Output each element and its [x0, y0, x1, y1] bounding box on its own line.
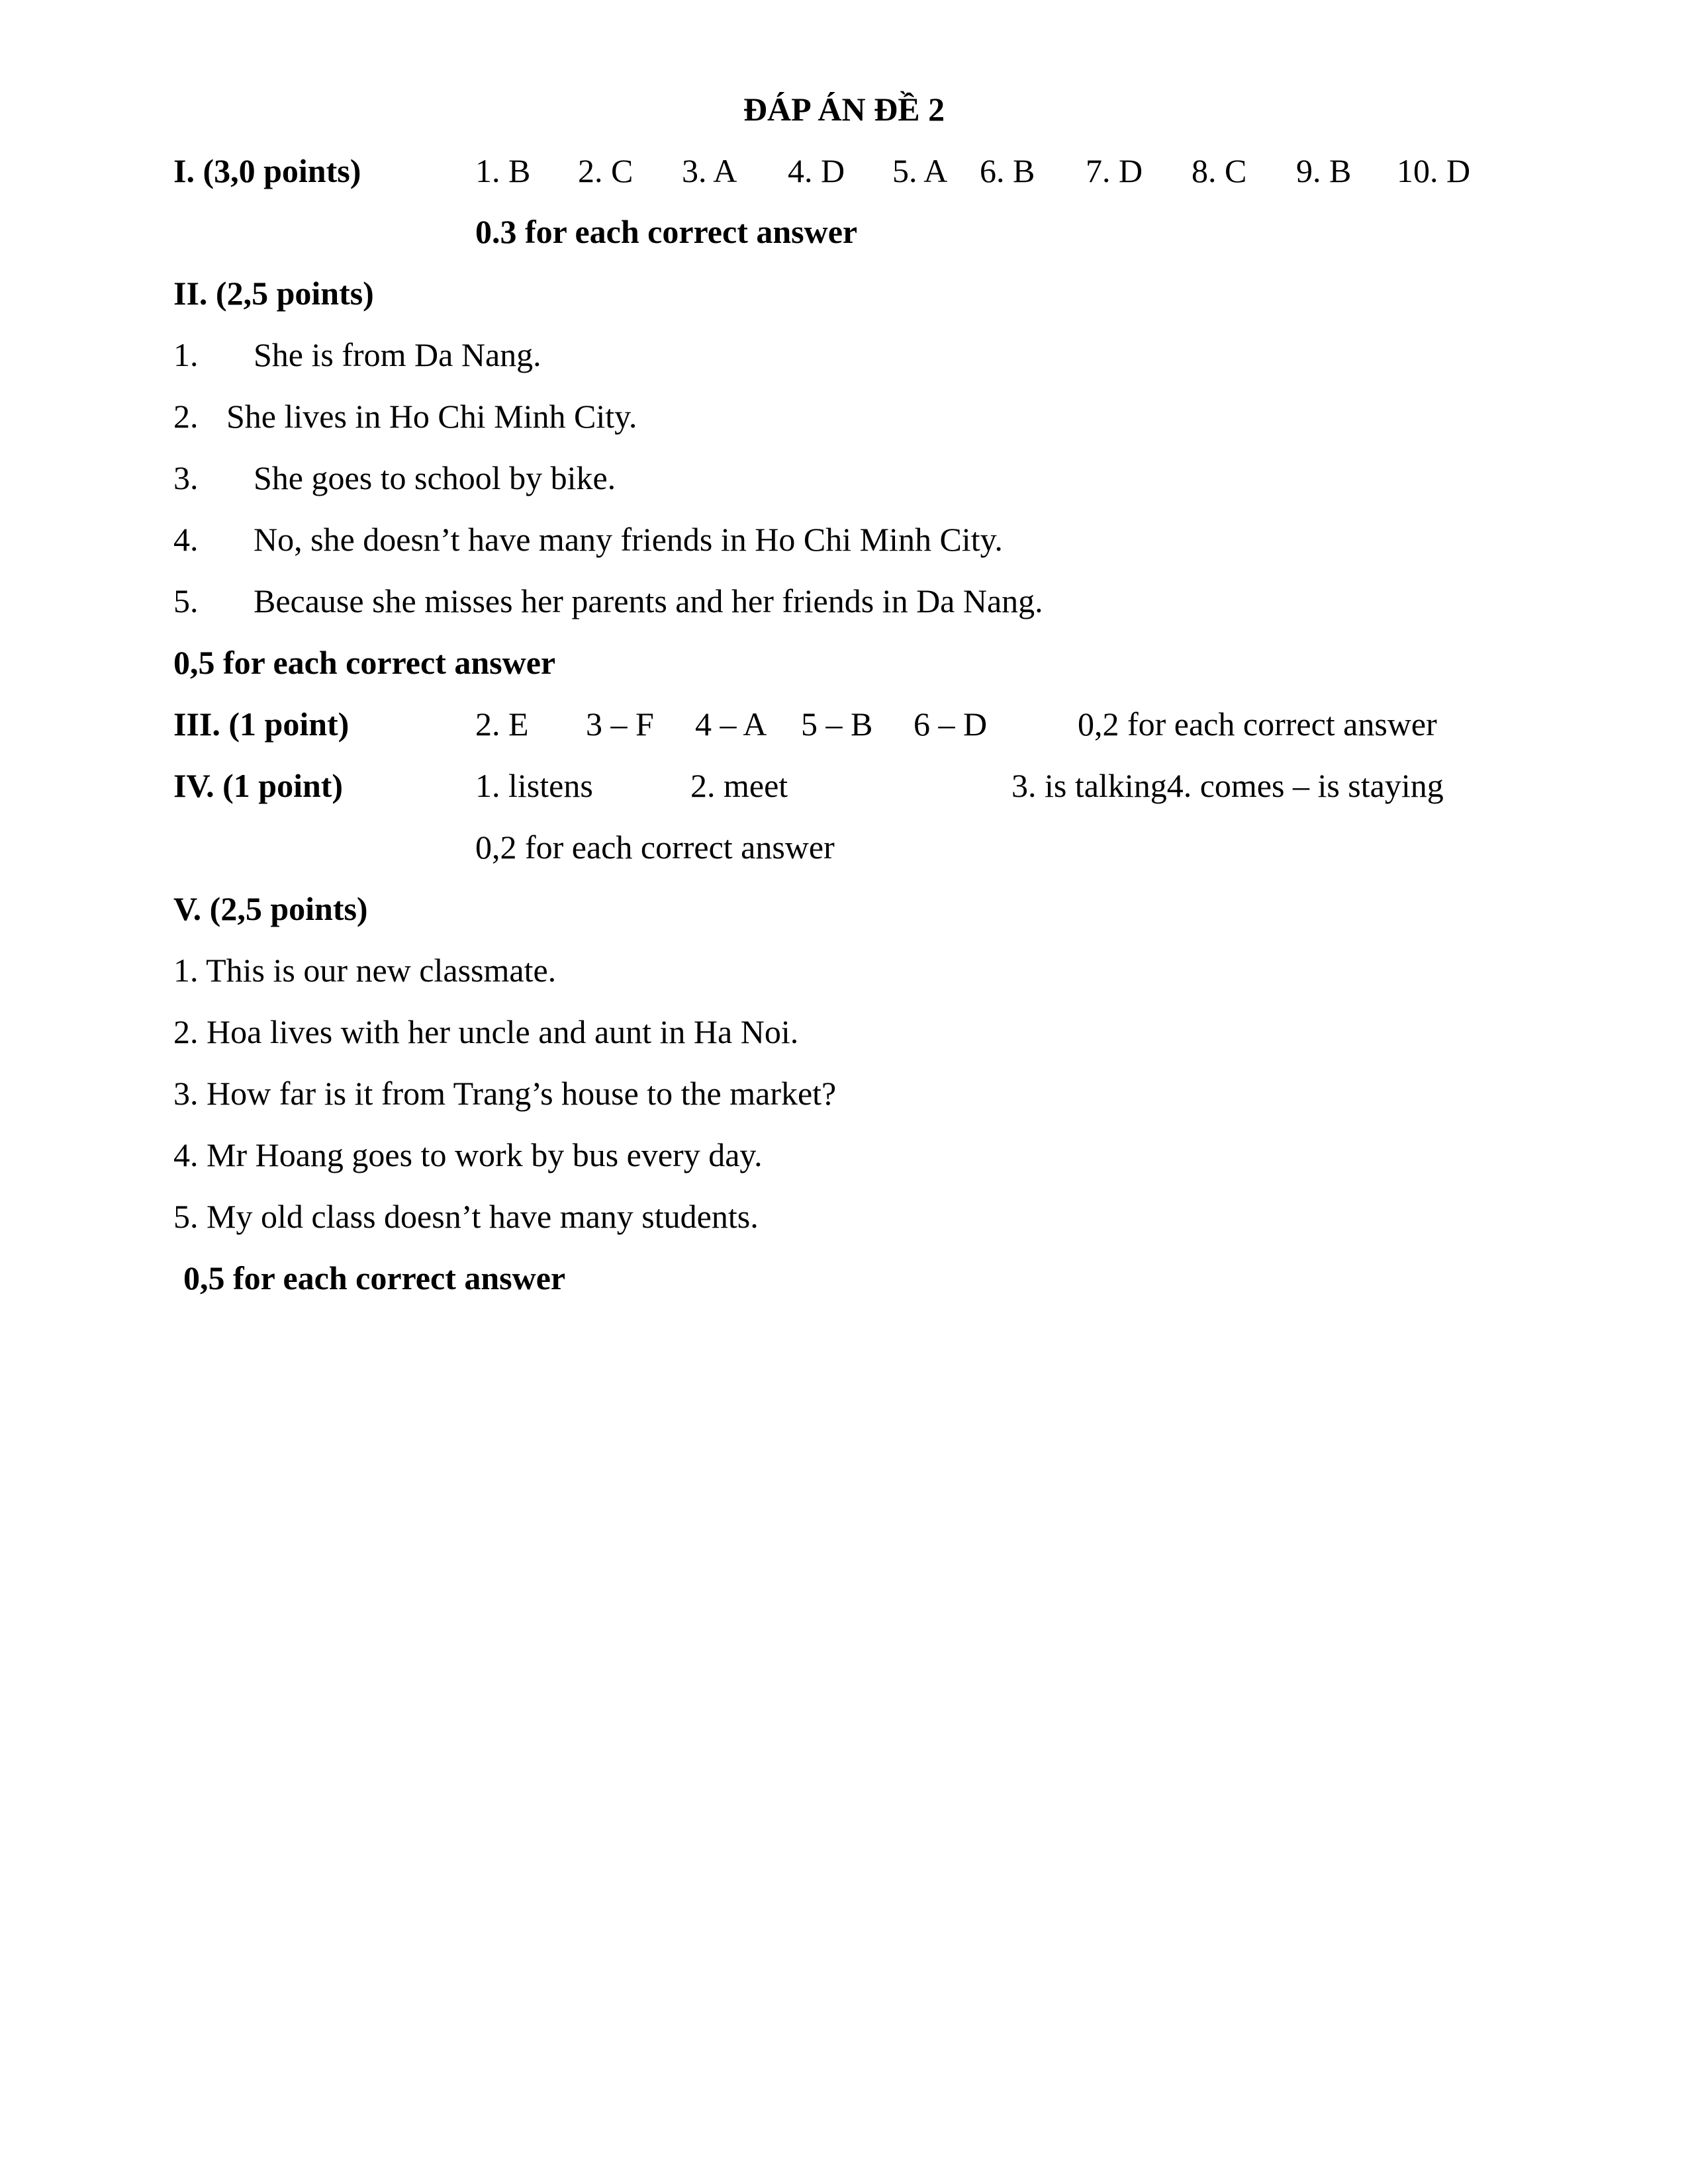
- section5-heading: V. (2,5 points): [173, 890, 368, 927]
- section2-item-text: Because she misses her parents and her friends in Da Nang.: [254, 582, 1043, 619]
- section2-item-text: She is from Da Nang.: [254, 336, 541, 373]
- section2-item-num: 1.: [173, 336, 199, 373]
- section1-heading: I. (3,0 points): [173, 152, 361, 189]
- section3-heading: III. (1 point): [173, 705, 350, 743]
- section1-answer: 9. B: [1296, 152, 1352, 189]
- section3-scoring: 0,2 for each correct answer: [1078, 705, 1437, 743]
- section1-answer: 5. A: [892, 152, 948, 189]
- section1-answer: 2. C: [578, 152, 633, 189]
- section2-item-text: She goes to school by bike.: [254, 459, 616, 496]
- section1-answer: 7. D: [1086, 152, 1143, 189]
- section3-answer: 4 – A: [695, 705, 767, 743]
- section3-answer: 2. E: [475, 705, 529, 743]
- section5-item: 2. Hoa lives with her uncle and aunt in Ha Noi.: [173, 1013, 799, 1050]
- section1-answer: 10. D: [1397, 152, 1471, 189]
- section2-item-text: She lives in Ho Chi Minh City.: [226, 398, 637, 435]
- section1-scoring: 0.3 for each correct answer: [475, 213, 858, 250]
- section2-item-num: 3.: [173, 459, 199, 496]
- section2-item-num: 2.: [173, 398, 199, 435]
- section4-heading: IV. (1 point): [173, 767, 344, 804]
- section4-answer: 2. meet: [690, 767, 788, 804]
- section5-item: 5. My old class doesn’t have many students.: [173, 1198, 759, 1235]
- page-title: ĐÁP ÁN ĐỀ 2: [743, 91, 945, 128]
- section2-heading: II. (2,5 points): [173, 275, 374, 312]
- section3-answer: 3 – F: [586, 705, 654, 743]
- section1-answer: 3. A: [682, 152, 737, 189]
- section5-scoring: 0,5 for each correct answer: [183, 1259, 566, 1297]
- section1-answer: 8. C: [1192, 152, 1247, 189]
- section3-answer: 5 – B: [801, 705, 873, 743]
- section5-item: 4. Mr Hoang goes to work by bus every day.: [173, 1136, 763, 1173]
- section1-answer: 6. B: [980, 152, 1035, 189]
- section1-answer: 1. B: [475, 152, 531, 189]
- section4-scoring: 0,2 for each correct answer: [475, 829, 835, 866]
- section4-answer: 3. is talking4. comes – is staying: [1011, 767, 1444, 804]
- section5-item: 3. How far is it from Trang’s house to the market?: [173, 1075, 837, 1112]
- section3-answer: 6 – D: [914, 705, 988, 743]
- section2-item-num: 5.: [173, 582, 199, 619]
- section2-item-num: 4.: [173, 521, 199, 558]
- section5-item: 1. This is our new classmate.: [173, 952, 557, 989]
- section4-answer: 1. listens: [475, 767, 593, 804]
- section2-item-text: No, she doesn’t have many friends in Ho Chi Minh City.: [254, 521, 1003, 558]
- section1-answer: 4. D: [788, 152, 845, 189]
- section2-scoring: 0,5 for each correct answer: [173, 644, 556, 681]
